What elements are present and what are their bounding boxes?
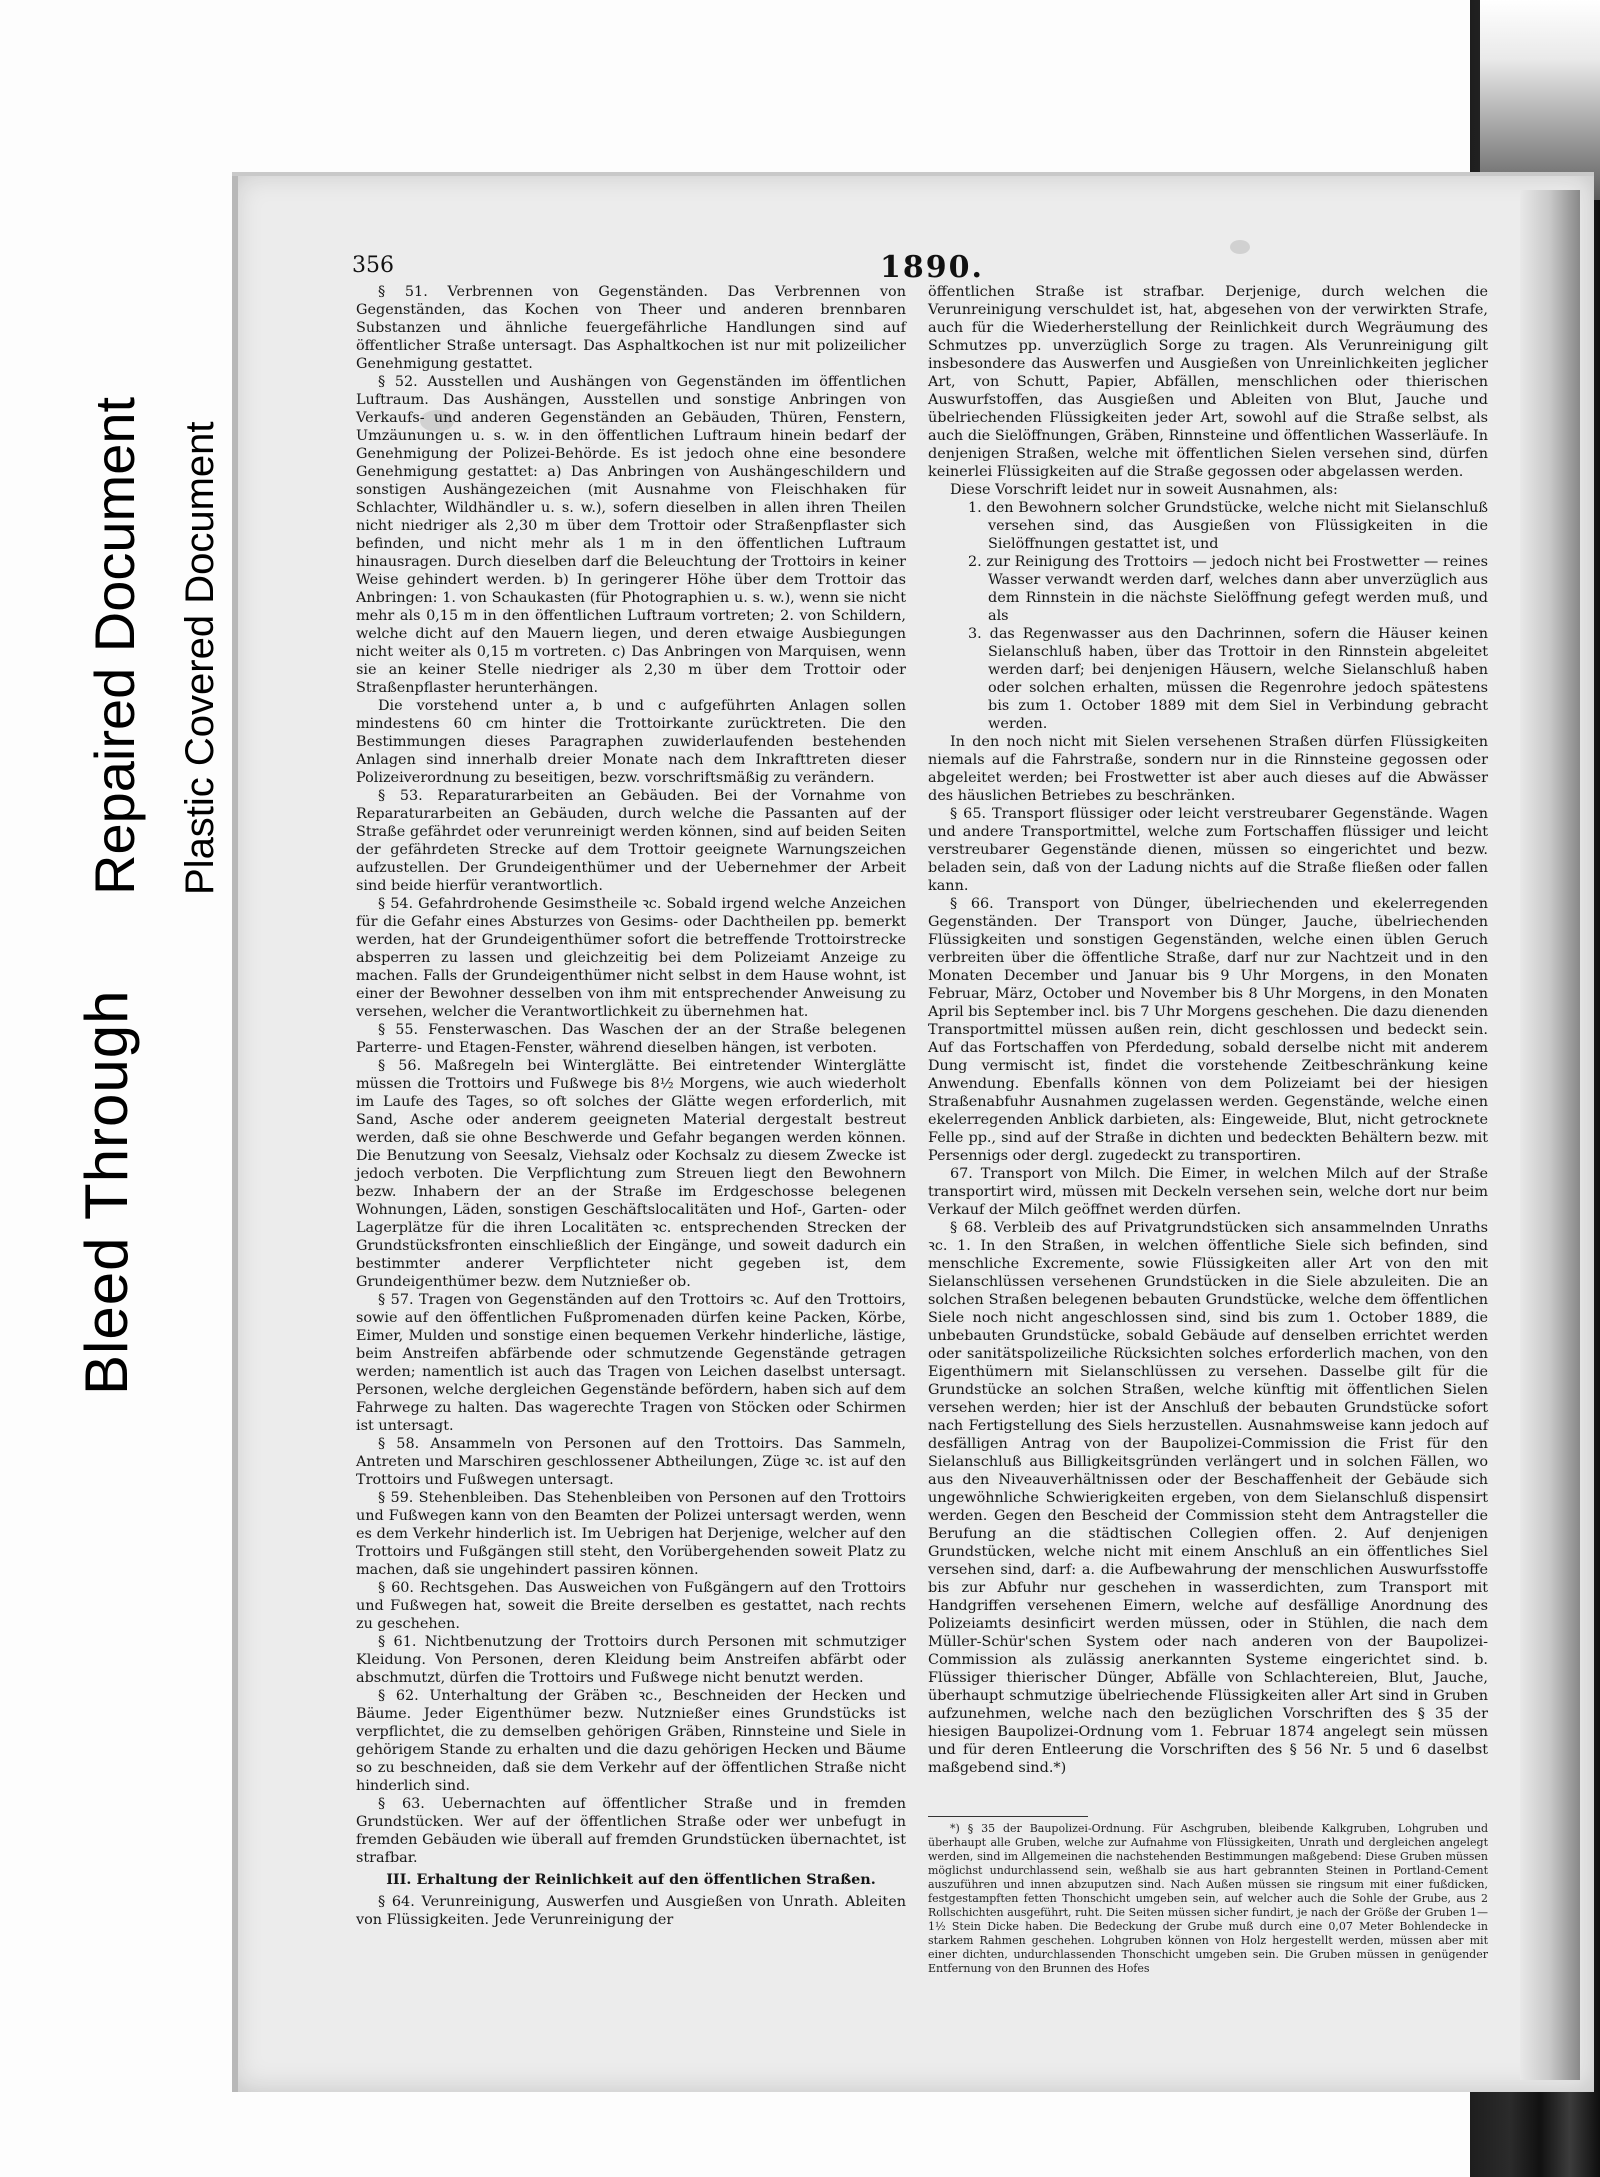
paragraph-s61: § 61. Nichtbenutzung der Trottoirs durch Personen mit schmutziger Kleidung. Von Personen, deren Kleidung beim Anstreifen abfärbt oder abschmutzt, dürfen die Trottoirs und Fußwege nicht benutzt werden. <box>356 1634 906 1686</box>
binder-top-shade <box>1480 0 1600 200</box>
paragraph-s54: § 54. Gefahrdrohende Gesimstheile ꝛc. Sobald irgend welche Anzeichen für die Gefahr eines Absturzes von Gesims- oder Dachtheilen pp. bemerkt werden, hat der Grundeigenthümer sofort die betreffende Trottoirstrecke absperren zu lassen und gleichzeitig bei dem Polizeiamt Anzeige zu machen. Falls der Grundeigenthümer nicht selbst in dem Hause wohnt, ist einer der Bewohner desselben von ihm mit entsprechender Anweisung zu versehen, welcher die Verantwortlichkeit zu übernehmen hat. <box>356 896 906 1020</box>
paragraph-s58: § 58. Ansammeln von Personen auf den Trottoirs. Das Sammeln, Antreten und Marschiren geschlossener Abtheilungen, Züge ꝛc. ist auf den Trottoirs und Fußwegen untersagt. <box>356 1436 906 1488</box>
footnote <box>928 1822 1488 1976</box>
paragraph-s64-start: § 64. Verunreinigung, Auswerfen und Ausgießen von Unrath. Ableiten von Flüssigkeiten. Jede Verunreinigung der <box>356 1894 906 1928</box>
paragraph-s64-cont: öffentlichen Straße ist strafbar. Derjenige, durch welchen die Verunreinigung verschuldet ist, hat, abgesehen von der verwirkten Strafe, auch für die Wiederherstellung der Reinlichkeit durch Wegräumung des Schmutzes pp. unverzüglich Sorge zu tragen. Als Verunreinigung gilt insbesondere das Auswerfen und Ausgießen von Unreinlichkeiten jeglicher Art, von Schutt, Papier, Abfällen, menschlichen oder thierischen Auswurfstoffen, das Ausgießen und Ableiten von Blut, Jauche und übelriechenden Flüssigkeiten jeder Art, sowohl auf die Straße selbst, als auch die Sielöffnungen, Gräben, Rinnsteine und öffentlichen Wasserläufe. In denjenigen Straßen, welche mit öffentlichen Sielen versehen sind, dürfen keinerlei Flüssigkeiten auf die Straße gegossen oder abgelassen werden. <box>928 284 1488 480</box>
paragraph-s53: § 53. Reparaturarbeiten an Gebäuden. Bei der Vornahme von Reparaturarbeiten an Gebäuden, durch welche die Passanten auf der Straße gefährdet oder verunreinigt werden können, sind auf beiden Seiten der gefährdeten Strecke auf dem Trottoir geeignete Warnungszeichen aufzustellen. Der Grundeigenthümer und der Uebernehmer der Arbeit sind beide hierfür verantwortlich. <box>356 788 906 894</box>
paragraph-s57: § 57. Tragen von Gegenständen auf den Trottoirs ꝛc. Auf den Trottoirs, sowie auf den öffentlichen Fußpromenaden dürfen keine Packen, Körbe, Eimer, Mulden und sonstige einen bequemen Verkehr hinderliche, lästige, beim Anstreifen abfärbende oder schmutzende Gegenstände getragen werden; namentlich ist auch das Tragen von Leichen daselbst untersagt. Personen, welche dergleichen Gegenstände befördern, haben sich auf dem Fahrwege zu halten. Das wagerechte Tragen von Stöcken oder Schirmen ist untersagt. <box>356 1292 906 1434</box>
paragraph-s62: § 62. Unterhaltung der Gräben ꝛc., Beschneiden der Hecken und Bäume. Jeder Eigenthümer bezw. Nutznießer eines Grundstücks ist verpflichtet, die zu demselben gehörigen Gräben, Rinnsteine und Siele in gehörigem Stande zu erhalten und die dazu gehörigen Hecken und Bäume so zu beschneiden, daß sie dem Verkehr auf der öffentlichen Straße nicht hinderlich sind. <box>356 1688 906 1794</box>
paper-stain <box>1230 240 1250 254</box>
paragraph-s56: § 56. Maßregeln bei Winterglätte. Bei eintretender Winterglätte müssen die Trottoirs und Fußwege bis 8½ Morgens, wie auch wiederholt im Laufe des Tages, so oft solches der Glätte wegen erforderlich, mit Sand, Asche oder anderem geeigneten Material dergestalt bestreut werden, daß sie ohne Beschwerde und Gefahr begangen werden können. Die Benutzung von Seesalz, Viehsalz oder Kochsalz zu diesem Zwecke ist jedoch verboten. Die Verpflichtung zum Streuen liegt den Bewohnern bezw. Inhabern der an der Straße im Erdgeschosse belegenen Wohnungen, Läden, sonstigen Geschäftslocalitäten und Hof-, Garten- oder Lagerplätze für die ihren Localitäten ꝛc. entsprechenden Strecken der Grundstücksfronten einschließlich der Eingänge, und soweit dadurch ein bestimmter anderer Verpflichteter nicht gegeben ist, dem Grundeigenthümer bezw. dem Nutznießer ob. <box>356 1058 906 1290</box>
label-plastic-covered-document: Plastic Covered Document <box>178 421 222 895</box>
paragraph-s60: § 60. Rechtsgehen. Das Ausweichen von Fußgängern auf den Trottoirs und Fußwegen hat, soweit die Breite derselben es gestattet, nach rechts zu geschehen. <box>356 1580 906 1632</box>
paragraph-s52-cont: Die vorstehend unter a, b und c aufgeführten Anlagen sollen mindestens 60 cm hinter die Trottoirkante zurücktreten. Die den Bestimmungen dieses Paragraphen zuwiderlaufenden bestehenden Anlagen sind innerhalb dreier Monate nach dem Inkrafttreten dieser Polizeiverordnung zu beseitigen, bezw. vorschriftsmäßig zu verändern. <box>356 698 906 786</box>
paragraph-s63: § 63. Uebernachten auf öffentlicher Straße und in fremden Grundstücken. Wer auf der öffentlichen Straße oder wer unbefugt in fremden Gebäuden wie überall auf fremden Grundstücken übernachtet, ist strafbar. <box>356 1796 906 1866</box>
footnote-divider <box>928 1816 1088 1817</box>
paragraph-s68: § 68. Verbleib des auf Privatgrundstücken sich ansammelnden Unraths ꝛc. 1. In den Straßen, in welchen öffentliche Siele sich befinden, sind menschliche Excremente, sowie Flüssigkeiten aller Art von den mit Sielanschlüssen versehenen Grundstücken in die Siele abzuleiten. Die an solchen Straßen belegenen bebauten Grundstücke, welche dem öffentlichen Siele noch nicht angeschlossen sind, sind bis zum 1. October 1889, die unbebauten Grundstücke, sobald Gebäude auf denselben errichtet werden oder sanitätspolizeiliche Rücksichten solches erforderlich machen, von den Eigenthümern mit Sielanschlüssen zu versehen. Dasselbe gilt für die Grundstücke an solchen Straßen, welche künftig mit öffentlichen Sielen versehen werden; hier ist der Anschluß der bebauten Grundstücke sofort nach Fertigstellung des Siels herzustellen. Ausnahmsweise kann jedoch auf desfälligen Antrag von der Baupolizei-Commission die Frist für den Sielanschluß aus Billigkeitsgründen verlängert und in solchen Fällen, wo aus den Niveauverhältnissen oder der Beschaffenheit der Gebäude sich ungewöhnliche Schwierigkeiten ergeben, von dem Sielanschluß dispensirt werden. Gegen den Bescheid der Commission steht dem Antragsteller die Berufung an die städtischen Collegien offen. 2. Auf denjenigen Grundstücken, welche nicht mit einem Anschluß an ein öffentliches Siel versehen sind, darf: a. die Aufbewahrung der menschlichen Auswurfsstoffe bis zur Abfuhr nur geschehen in wasserdichten, zum Transport mit Handgriffen versehenen Eimern, welche auf desfällige Anordnung des Polizeiamts desinficirt werden müssen, oder in Stühlen, die nach dem Müller-Schür'schen System oder nach anderen von der Baupolizei-Commission als zulässig anerkannten Systeme eingerichtet sind. b. Flüssiger thierischer Dünger, Abfälle von Schlachtereien, Blut, Jauche, überhaupt schmutzige übelriechende Flüssigkeiten aller Art sind in Gruben aufzunehmen, welche nach den bezüglichen Vorschriften des § 35 der hiesigen Baupolizei-Ordnung vom 1. Februar 1874 angelegt sein müssen und für deren Entleerung die Vorschriften des § 56 Nr. 5 und 6 daselbst maßgebend sind.*) <box>928 1220 1488 1776</box>
paragraph-s67: 67. Transport von Milch. Die Eimer, in welchen Milch auf der Straße transportirt wird, müssen mit Deckeln versehen sein, welche dort nur beim Verkauf der Milch geöffnet werden dürfen. <box>928 1166 1488 1218</box>
paragraph-s66: § 66. Transport von Dünger, übelriechenden und ekelerregenden Gegenständen. Der Transport von Dünger, Jauche, übelriechenden Flüssigkeiten und sonstigen Gegenständen, welche einen üblen Geruch verbreiten über die öffentliche Straße, darf nur zur Nachtzeit und in den Monaten December und Januar bis 9 Uhr Morgens, in den Monaten Februar, März, October und November bis 8 Uhr Morgens, in den Monaten April bis September incl. bis 7 Uhr Morgens geschehen. Die dazu dienenden Transportmittel müssen außen rein, dicht geschlossen und bedeckt sein. Auf das Fortschaffen von Pferdedung, sobald derselbe nicht mit anderem Dung vermischt ist, findet die vorstehende Zeitbeschränkung keine Anwendung. Ebenfalls können von dem Polizeiamt bei der hiesigen Straßenabfuhr Ausnahmen zugelassen werden. Gegenstände, welche einen ekelerregenden Anblick darbieten, als: Eingeweide, Blut, nicht getrocknete Felle pp., sind auf der Straße in dichten und bedeckten Behältern bezw. mit Persennigs oder dergl. zugedeckt zu transportiren. <box>928 896 1489 1164</box>
right-text-column <box>928 283 1488 1777</box>
paragraph-s59: § 59. Stehenbleiben. Das Stehenbleiben von Personen auf den Trottoirs und Fußwegen kann von den Beamten der Polizei untersagt werden, wenn es dem Verkehr hinderlich ist. Im Uebrigen hat Derjenige, welcher auf den Trottoirs und Fußgängen still steht, den Vorübergehenden soweit Platz zu machen, daß sie ungehindert passiren können. <box>356 1490 906 1578</box>
left-text-column <box>356 283 906 1929</box>
page-number: 356 <box>352 253 394 278</box>
list-item: 1. den Bewohnern solcher Grundstücke, welche nicht mit Sielanschluß versehen sind, das Ausgießen von Flüssigkeiten in die Sielöffnungen gestattet ist, und <box>968 500 1488 552</box>
page-left-edge <box>232 172 238 2092</box>
paragraph-unsewered-streets: In den noch nicht mit Sielen versehenen Straßen dürfen Flüssigkeiten niemals auf die Fahrstraße, sondern nur in die Rinnsteine gegossen oder abgeleitet werden; bei Frostwetter ist aber auch dieses auf die Abwässer des häuslichen Betriebes zu beschränken. <box>928 734 1488 804</box>
paragraph-s51: § 51. Verbrennen von Gegenständen. Das Verbrennen von Gegenständen, das Kochen von Theer und anderen brennbaren Substanzen und ähnliche feuergefährliche Handlungen sind auf öffentlicher Straße untersagt. Das Asphaltkochen ist nur mit polizeilicher Genehmigung gestattet. <box>356 284 906 372</box>
label-bleed-through: Bleed Through <box>73 989 140 1395</box>
section-heading-iii: III. Erhaltung der Reinlichkeit auf den öffentlichen Straßen. <box>386 1871 876 1888</box>
list-item: 3. das Regenwasser aus den Dachrinnen, sofern die Häuser keinen Sielanschluß haben, über das Trottoir in den Rinnstein abgeleitet werden darf; bei denjenigen Häusern, welche Sielanschluß haben oder solchen erhalten, müssen die Regenrohre jedoch spätestens bis zum 1. October 1889 mit dem Siel in Verbindung gebracht werden. <box>968 626 1488 732</box>
list-item: 2. zur Reinigung des Trottoirs — jedoch nicht bei Frostwetter — reines Wasser verwandt werden darf, welches dann aber unverzüglich aus dem Rinnstein in die nächste Sielöffnung gefegt werden muß, und als <box>968 554 1488 624</box>
paragraph-s52: § 52. Ausstellen und Aushängen von Gegenständen im öffentlichen Luftraum. Das Aushängen, Ausstellen und sonstige Anbringen von Verkaufs- und anderen Gegenständen an Gebäuden, Thüren, Fenstern, Umzäunungen u. s. w. in den öffentlichen Luftraum hinein bedarf der Genehmigung der Polizei-Behörde. Es ist jedoch ohne eine besondere Genehmigung gestattet: a) Das Anbringen von Aushängeschildern und sonstigen Aushängezeichen (mit Ausnahme von Fleischhaken für Schlachter, Wildhändler u. s. w.), sofern dieselben in allen ihren Theilen nicht niedriger als 2,30 m über dem Trottoir oder Straßenpflaster sich befinden, und nicht mehr als 1 m in den öffentlichen Luftraum hinausragen. Durch dieselben darf die Beleuchtung der Trottoirs in keiner Weise gehindert werden. b) In geringerer Höhe über dem Trottoir das Anbringen: 1. von Schaukasten (für Photographien u. s. w.), wenn sie nicht mehr als 0,15 m in den öffentlichen Luftraum vortreten; 2. von Schildern, welche dicht auf den Mauern liegen, und deren etwaige Ausbiegungen nicht weiter als 0,15 m vortreten. c) Das Anbringen von Marquisen, wenn sie an keiner Stelle niedriger als 2,30 m über dem Trottoir oder Straßenpflaster herunterhängen. <box>356 374 906 696</box>
page-year-heading: 1890. <box>880 250 984 285</box>
paragraph-s55: § 55. Fensterwaschen. Das Waschen der an der Straße belegenen Parterre- und Etagen-Fenster, während dieselben hängen, ist verboten. <box>356 1022 906 1056</box>
label-repaired-document: Repaired Document <box>83 396 146 895</box>
paragraph-exceptions-intro: Diese Vorschrift leidet nur in soweit Ausnahmen, als: <box>950 482 1338 498</box>
footnote-text: *) § 35 der Baupolizei-Ordnung. Für Aschgruben, bleibende Kalkgruben, Lohgruben und überhaupt alle Gruben, welche zur Aufnahme von Flüssigkeiten, Unrath und dergleichen angelegt werden, sind im Allgemeinen die nachstehenden Bestimmungen maßgebend: Diese Gruben müssen möglichst undurchlassend sein, weßhalb sie aus hart gebrannten Steinen in Portland-Cement auszuführen und innen abzuputzen sind. Nach Außen müssen sie ringsum mit einer fußdicken, festgestampften fetten Thonschicht umgeben sein, auf welcher auch die Sohle der Grube, aus 2 Rollschichten ausgeführt, ruht. Die Seiten müssen sicher fundirt, je nach der Größe der Gruben 1—1½ Stein Dicke haben. Die Bedeckung der Grube muß durch eine 0,07 Meter Bohlendecke in starkem Rahmen geschehen. Lohgruben können von Holz hergestellt werden, müssen aber mit einer dichten, undurchlassenden Thonschicht umgeben sein. Die Gruben müssen in genügender Entfernung von den Brunnen des Hofes <box>928 1822 1488 1975</box>
page-top-edge <box>232 172 1594 176</box>
page-right-shadow <box>1520 190 1580 2080</box>
paragraph-s65: § 65. Transport flüssiger oder leicht verstreubarer Gegenstände. Wagen und andere Transportmittel, welche zum Fortschaffen flüssiger und leicht verstreubarer Gegenstände dienen, müssen so eingerichtet und bezw. beladen sein, daß von der Ladung nichts auf die Straße fließen oder fallen kann. <box>928 806 1488 894</box>
exceptions-list <box>968 499 1488 733</box>
